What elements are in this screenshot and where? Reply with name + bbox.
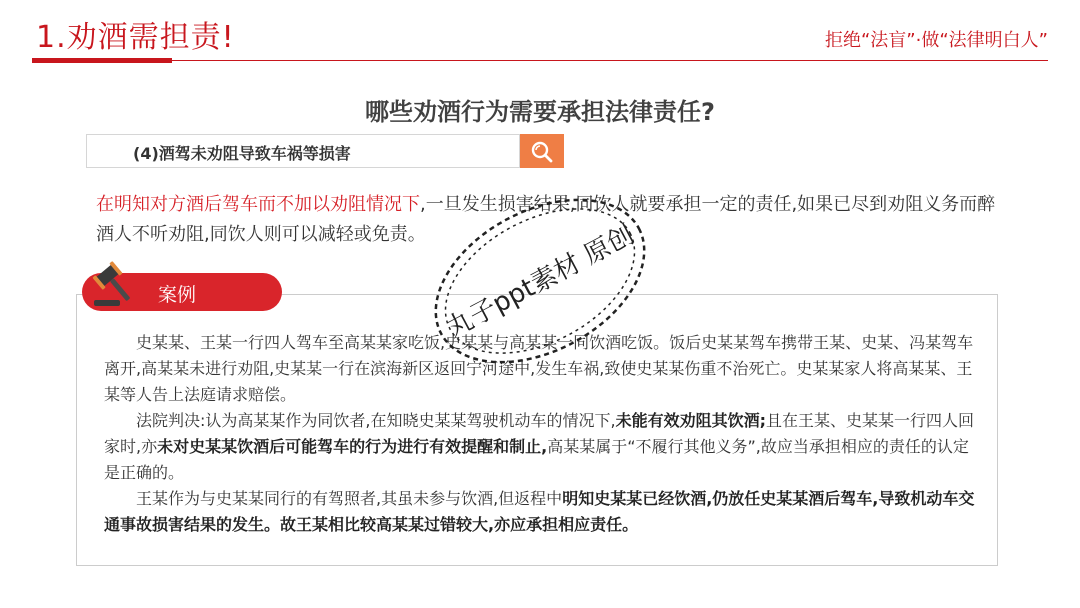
page-title: 1.劝酒需担责!	[36, 20, 235, 55]
title-rule	[32, 60, 1048, 61]
title-rule-accent	[32, 58, 172, 63]
p2-bold-d: 未对史某某饮酒后可能驾车的行为进行有效提醒和制止,	[157, 437, 548, 456]
section-heading: 哪些劝酒行为需要承担法律责任?	[365, 98, 715, 126]
p3-bold-b: 明知史某某已经饮酒,仍放任史某某酒后驾车,导致机动车交通事故损害结果的发生。故王某相比较高某某过错较大,亦应承担相应责任。	[104, 489, 975, 534]
case-paragraph-1: 史某某、王某一行四人驾车至高某某家吃饭,史某某与高某某一同饮酒吃饭。饭后史某某驾车携带王某、史某、冯某驾车离开,高某某未进行劝阻,史某某一行在滨海新区返回宁河途中,发生车祸,致使史某某伤重不治死亡。史某某家人将高某某、王某等人告上法庭请求赔偿。	[104, 333, 974, 404]
search-box[interactable]	[86, 134, 520, 168]
p2-text-c: 且在王某、史某某一行四人回家时,亦	[104, 411, 974, 456]
gavel-icon	[90, 258, 142, 310]
search-icon	[530, 140, 554, 164]
p2-text-a: 法院判决:认为高某某作为同饮者,在知晓史某某驾驶机动车的情况下,	[136, 411, 616, 430]
search-button[interactable]	[520, 134, 564, 168]
watermark-text: 丸子ppt素材 原创	[441, 219, 640, 344]
search-label: (4)酒驾未劝阻导致车祸等损害	[133, 144, 351, 163]
case-label: 案例	[158, 284, 197, 306]
p2-text-e: 高某某属于“不履行其他义务”,故应当承担相应的责任的认定是正确的。	[104, 437, 969, 482]
intro-highlight: 在明知对方酒后驾车而不加以劝阻情况下	[96, 194, 420, 215]
intro-rest: ,一旦发生损害结果,同饮人就要承担一定的责任,如果已尽到劝阻义务而醉酒人不听劝阻,同饮人则可以减轻或免责。	[96, 194, 996, 245]
case-paragraph-2	[104, 408, 980, 486]
p2-bold-b: 未能有效劝阻其饮酒;	[615, 411, 766, 430]
slogan: 拒绝“法盲”·做“法律明白人”	[824, 30, 1048, 51]
case-paragraph-3	[104, 486, 980, 538]
watermark-stamp	[420, 186, 660, 376]
p3-text-a: 王某作为与史某某同行的有驾照者,其虽未参与饮酒,但返程中	[136, 489, 563, 508]
